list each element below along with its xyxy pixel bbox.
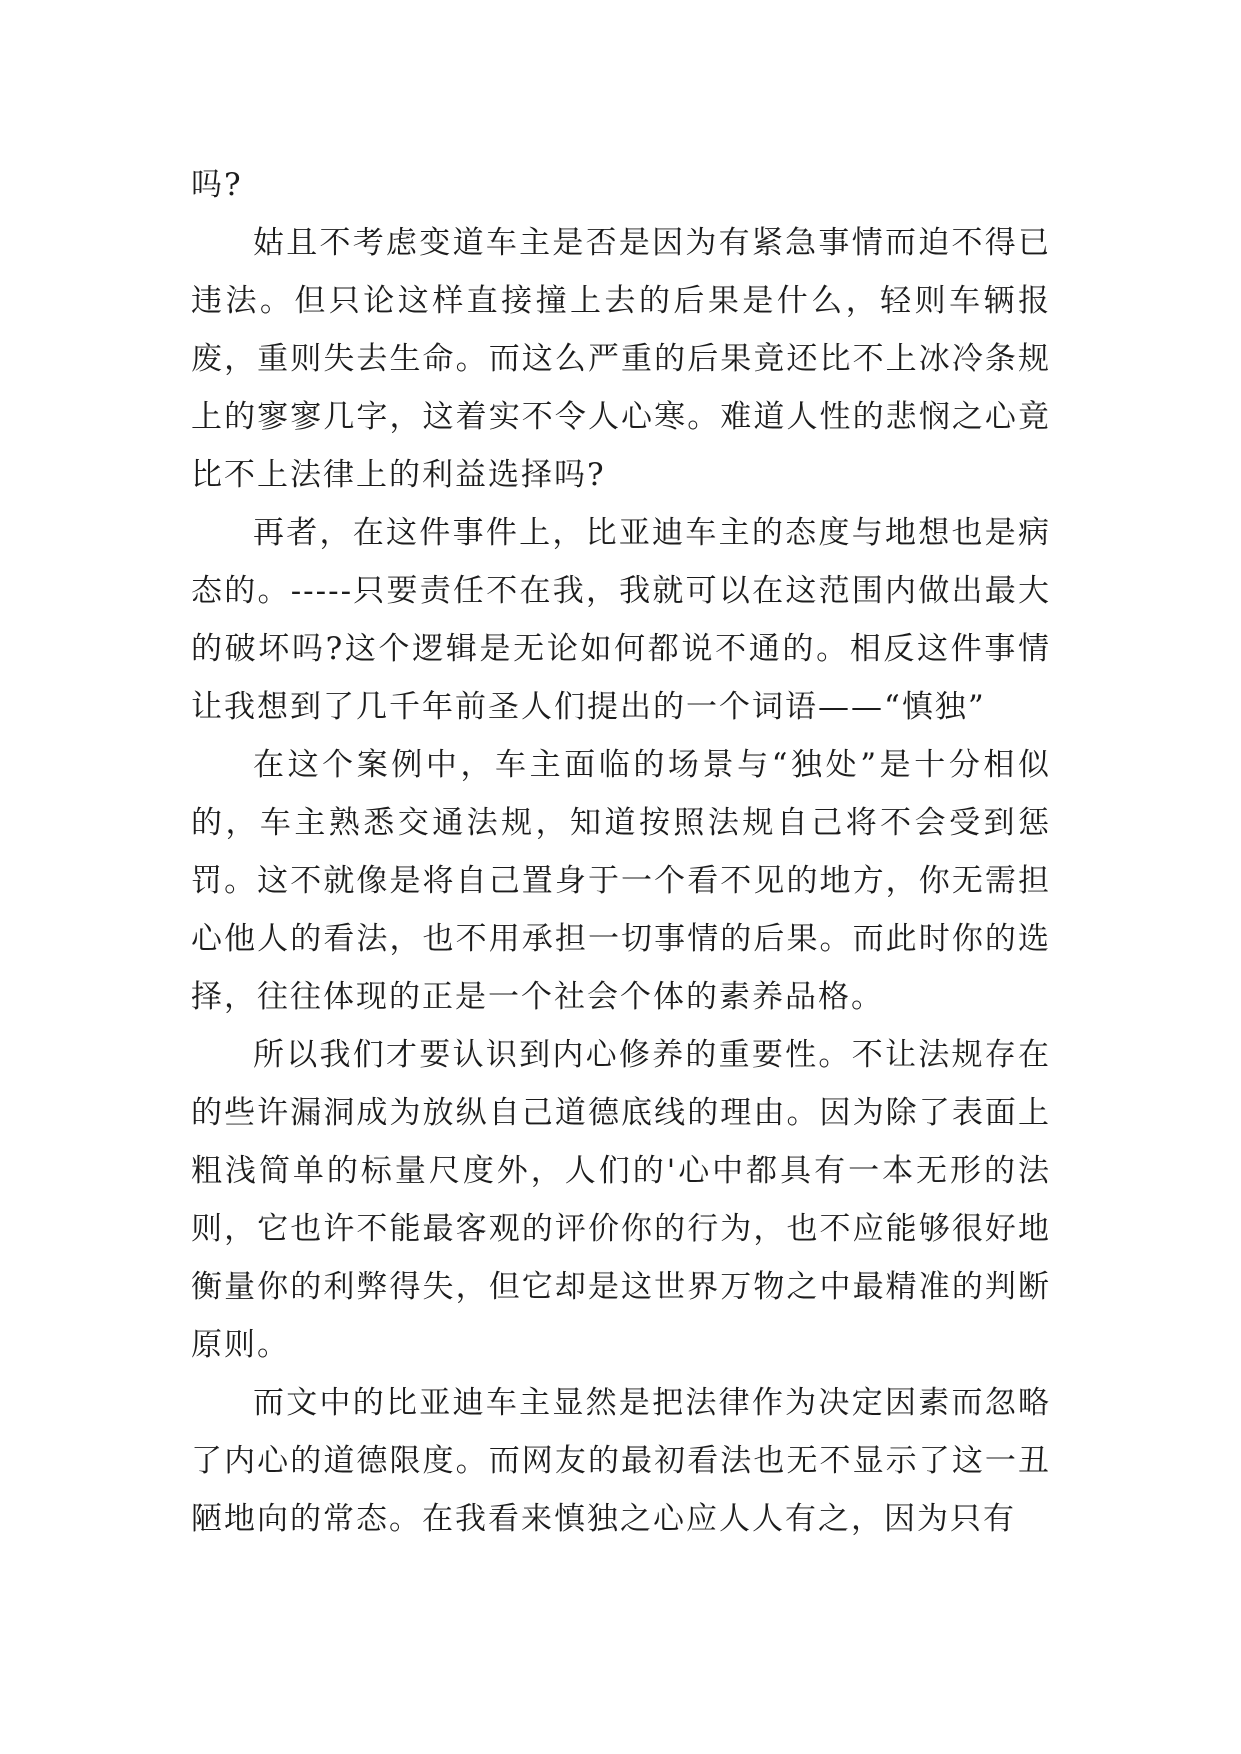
paragraph-conclusion: 而文中的比亚迪车主显然是把法律作为决定因素而忽略了内心的道德限度。而网友的最初看法也无不显示了这一丑陋地向的常态。在我看来慎独之心应人人有之，因为只有 [191, 1385, 1051, 1537]
paragraph-inner-cultivation: 所以我们才要认识到内心修养的重要性。不让法规存在的些许漏洞成为放纵自己道德底线的理由。因为除了表面上粗浅简单的标量尺度外，人们的'心中都具有一本无形的法则，它也许不能最客观的评价你的行为，也不应能够很好地衡量你的利弊得失，但它却是这世界万物之中最精准的判断原则。 [191, 1037, 1051, 1363]
paragraph-owner-attitude: 再者，在这件事件上，比亚迪车主的态度与地想也是病态的。-----只要责任不在我，我就可以在这范围内做出最大的破坏吗?这个逻辑是无论如何都说不通的。相反这件事情让我想到了几千年前圣人们提出的一个词语——“慎独” [191, 515, 1051, 725]
paragraph-solitude: 在这个案例中，车主面临的场景与“独处”是十分相似的，车主熟悉交通法规，知道按照法规自己将不会受到惩罚。这不就像是将自己置身于一个看不见的地方，你无需担心他人的看法，也不用承担一切事情的后果。而此时你的选择，往往体现的正是一个社会个体的素养品格。 [191, 747, 1051, 1015]
document-body [191, 156, 1051, 1548]
paragraph-continuation: 吗? [191, 167, 243, 203]
paragraph-consequences: 姑且不考虑变道车主是否是因为有紧急事情而迫不得已违法。但只论这样直接撞上去的后果是什么，轻则车辆报废，重则失去生命。而这么严重的后果竟还比不上冰冷条规上的寥寥几字，这着实不令人心寒。难道人性的悲悯之心竟比不上法律上的利益选择吗? [191, 225, 1051, 493]
